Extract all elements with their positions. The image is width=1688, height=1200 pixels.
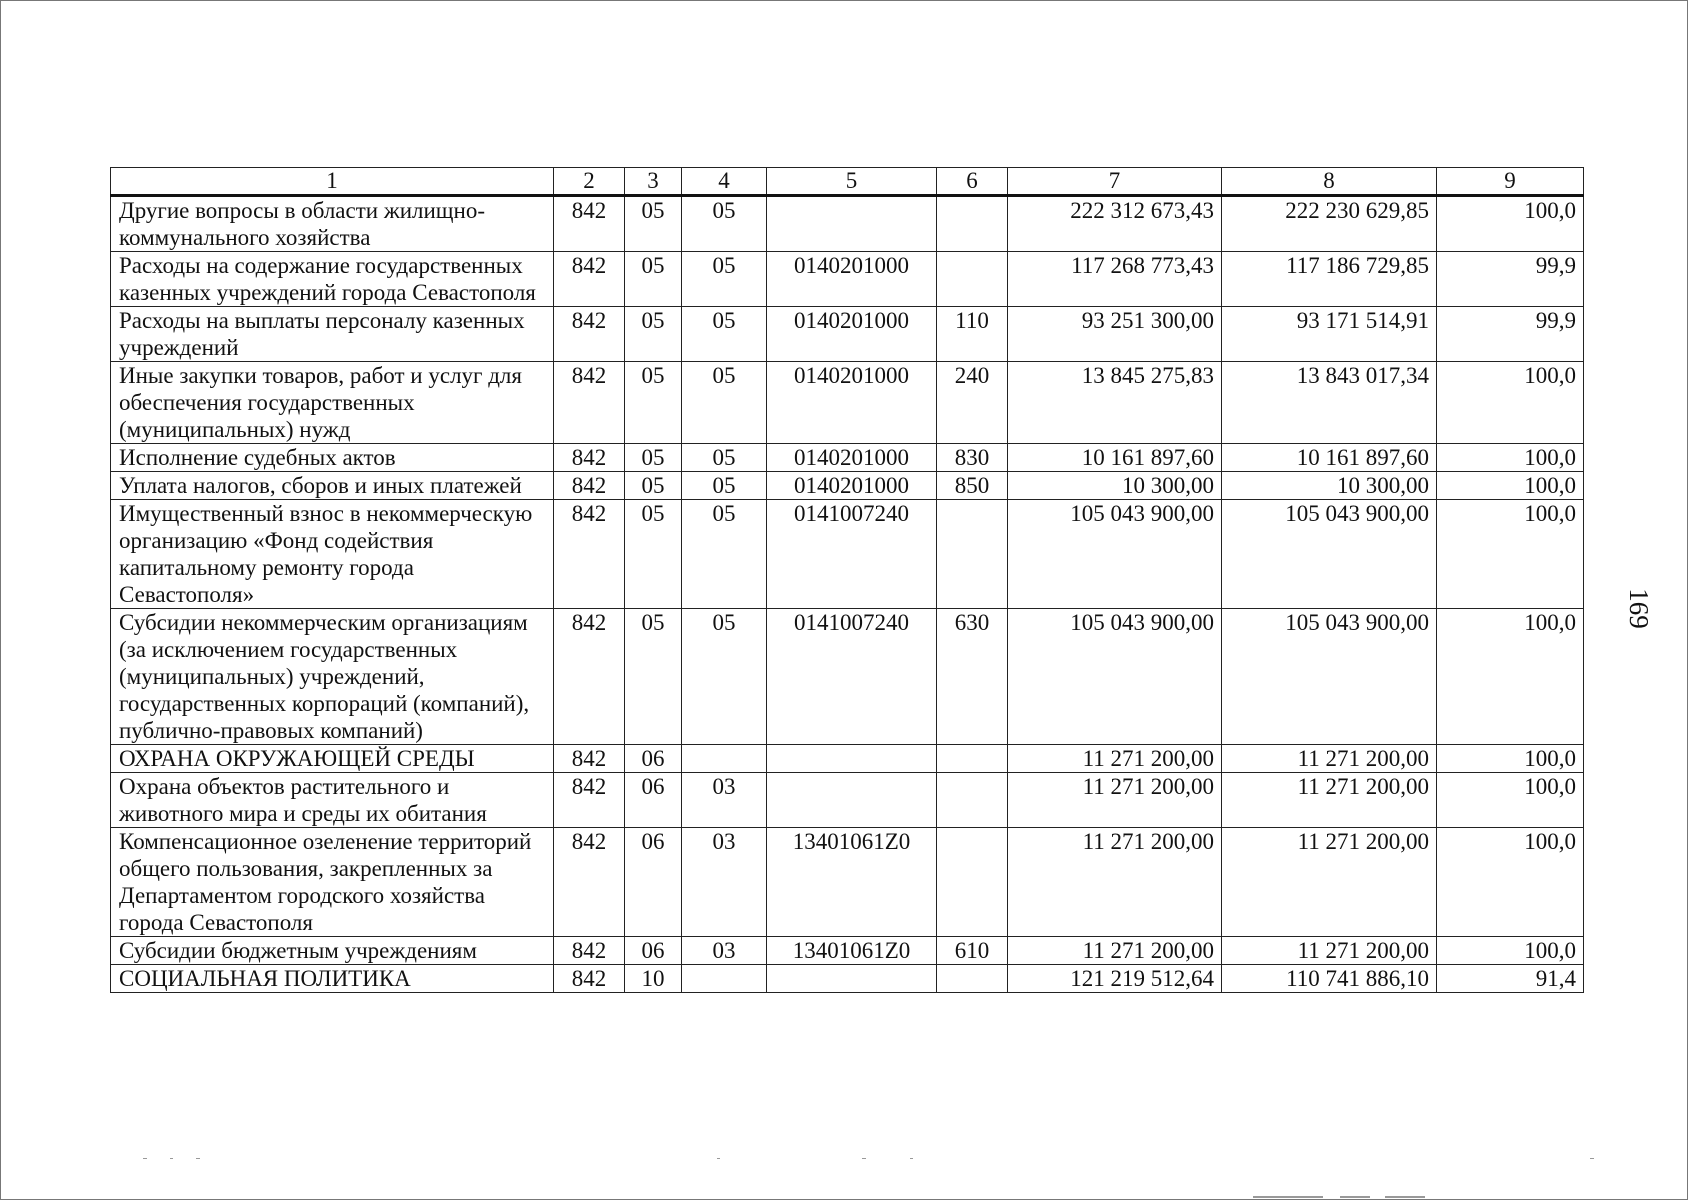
plan-amount-cell: 105 043 900,00	[1008, 500, 1222, 609]
code-subsection-cell	[682, 965, 767, 993]
table-body	[111, 168, 1584, 993]
plan-amount-cell: 11 271 200,00	[1008, 937, 1222, 965]
plan-amount-cell: 11 271 200,00	[1008, 828, 1222, 937]
table-row	[111, 745, 1584, 773]
code-section-cell: 06	[625, 937, 682, 965]
code-target-cell: 0141007240	[767, 500, 937, 609]
code-subsection-cell: 05	[682, 362, 767, 444]
item-name-cell: Иные закупки товаров, работ и услуг для обеспечения государственных (муниципальных) нужд	[111, 362, 554, 444]
budget-execution-table	[110, 167, 1584, 993]
code-gr-cell: 842	[554, 965, 625, 993]
item-name-cell: Компенсационное озеленение территорий общего пользования, закрепленных за Департаментом городского хозяйства города Севастополя	[111, 828, 554, 937]
item-name-cell: Уплата налогов, сборов и иных платежей	[111, 472, 554, 500]
code-section-cell: 05	[625, 196, 682, 252]
table-row	[111, 500, 1584, 609]
execution-percent-cell: 100,0	[1437, 472, 1584, 500]
actual-amount-cell: 105 043 900,00	[1222, 609, 1437, 745]
code-gr-cell: 842	[554, 745, 625, 773]
actual-amount-cell: 117 186 729,85	[1222, 252, 1437, 307]
execution-percent-cell: 100,0	[1437, 773, 1584, 828]
code-expense-type-cell	[937, 196, 1008, 252]
code-expense-type-cell: 630	[937, 609, 1008, 745]
code-subsection-cell: 05	[682, 196, 767, 252]
table-row	[111, 252, 1584, 307]
plan-amount-cell: 121 219 512,64	[1008, 965, 1222, 993]
execution-percent-cell: 100,0	[1437, 937, 1584, 965]
code-expense-type-cell: 240	[937, 362, 1008, 444]
code-subsection-cell: 03	[682, 828, 767, 937]
column-header: 9	[1437, 168, 1584, 196]
code-expense-type-cell: 110	[937, 307, 1008, 362]
execution-percent-cell: 100,0	[1437, 444, 1584, 472]
code-section-cell: 05	[625, 252, 682, 307]
actual-amount-cell: 222 230 629,85	[1222, 196, 1437, 252]
code-gr-cell: 842	[554, 472, 625, 500]
table-row	[111, 444, 1584, 472]
item-name-cell: Расходы на содержание государственных казенных учреждений города Севастополя	[111, 252, 554, 307]
code-gr-cell: 842	[554, 609, 625, 745]
code-target-cell	[767, 965, 937, 993]
actual-amount-cell: 11 271 200,00	[1222, 745, 1437, 773]
code-target-cell: 0140201000	[767, 472, 937, 500]
code-section-cell: 06	[625, 828, 682, 937]
code-gr-cell: 842	[554, 362, 625, 444]
plan-amount-cell: 222 312 673,43	[1008, 196, 1222, 252]
code-expense-type-cell	[937, 745, 1008, 773]
code-expense-type-cell: 850	[937, 472, 1008, 500]
table-row	[111, 773, 1584, 828]
code-target-cell: 0140201000	[767, 444, 937, 472]
code-subsection-cell: 05	[682, 472, 767, 500]
table-row	[111, 828, 1584, 937]
plan-amount-cell: 10 161 897,60	[1008, 444, 1222, 472]
code-subsection-cell: 03	[682, 773, 767, 828]
code-expense-type-cell	[937, 965, 1008, 993]
execution-percent-cell: 99,9	[1437, 307, 1584, 362]
execution-percent-cell: 100,0	[1437, 362, 1584, 444]
plan-amount-cell: 11 271 200,00	[1008, 773, 1222, 828]
code-section-cell: 05	[625, 609, 682, 745]
code-target-cell	[767, 773, 937, 828]
table-row	[111, 965, 1584, 993]
execution-percent-cell: 100,0	[1437, 196, 1584, 252]
item-name-cell: Субсидии бюджетным учреждениям	[111, 937, 554, 965]
code-expense-type-cell	[937, 500, 1008, 609]
column-header: 7	[1008, 168, 1222, 196]
actual-amount-cell: 10 300,00	[1222, 472, 1437, 500]
code-section-cell: 05	[625, 444, 682, 472]
table-row	[111, 307, 1584, 362]
item-name-cell: СОЦИАЛЬНАЯ ПОЛИТИКА	[111, 965, 554, 993]
table-row	[111, 362, 1584, 444]
code-expense-type-cell: 610	[937, 937, 1008, 965]
code-subsection-cell: 03	[682, 937, 767, 965]
code-gr-cell: 842	[554, 500, 625, 609]
table-row	[111, 609, 1584, 745]
execution-percent-cell: 100,0	[1437, 828, 1584, 937]
actual-amount-cell: 105 043 900,00	[1222, 500, 1437, 609]
code-target-cell: 0140201000	[767, 307, 937, 362]
code-section-cell: 06	[625, 745, 682, 773]
item-name-cell: Имущественный взнос в некоммерческую организацию «Фонд содействия капитальному ремонту города Севастополя»	[111, 500, 554, 609]
column-header: 5	[767, 168, 937, 196]
item-name-cell: Исполнение судебных актов	[111, 444, 554, 472]
actual-amount-cell: 110 741 886,10	[1222, 965, 1437, 993]
plan-amount-cell: 93 251 300,00	[1008, 307, 1222, 362]
item-name-cell: Субсидии некоммерческим организациям (за исключением государственных (муниципальных) учреждений, государственных корпораций (компаний), публично-правовых компаний)	[111, 609, 554, 745]
column-header: 4	[682, 168, 767, 196]
page-number: 169	[1623, 588, 1654, 629]
item-name-cell: ОХРАНА ОКРУЖАЮЩЕЙ СРЕДЫ	[111, 745, 554, 773]
code-expense-type-cell: 830	[937, 444, 1008, 472]
code-gr-cell: 842	[554, 252, 625, 307]
execution-percent-cell: 100,0	[1437, 745, 1584, 773]
code-subsection-cell: 05	[682, 444, 767, 472]
code-section-cell: 05	[625, 362, 682, 444]
plan-amount-cell: 105 043 900,00	[1008, 609, 1222, 745]
plan-amount-cell: 117 268 773,43	[1008, 252, 1222, 307]
code-target-cell	[767, 196, 937, 252]
table-row	[111, 937, 1584, 965]
column-header: 6	[937, 168, 1008, 196]
code-target-cell: 13401061Z0	[767, 937, 937, 965]
code-section-cell: 06	[625, 773, 682, 828]
code-gr-cell: 842	[554, 444, 625, 472]
code-gr-cell: 842	[554, 828, 625, 937]
execution-percent-cell: 99,9	[1437, 252, 1584, 307]
code-expense-type-cell	[937, 252, 1008, 307]
execution-percent-cell: 100,0	[1437, 609, 1584, 745]
code-section-cell: 05	[625, 500, 682, 609]
code-target-cell: 0141007240	[767, 609, 937, 745]
actual-amount-cell: 10 161 897,60	[1222, 444, 1437, 472]
actual-amount-cell: 11 271 200,00	[1222, 773, 1437, 828]
code-target-cell: 0140201000	[767, 252, 937, 307]
actual-amount-cell: 11 271 200,00	[1222, 937, 1437, 965]
code-expense-type-cell	[937, 773, 1008, 828]
table-row	[111, 196, 1584, 252]
code-section-cell: 05	[625, 472, 682, 500]
item-name-cell: Другие вопросы в области жилищно-коммунального хозяйства	[111, 196, 554, 252]
plan-amount-cell: 11 271 200,00	[1008, 745, 1222, 773]
code-subsection-cell	[682, 745, 767, 773]
plan-amount-cell: 13 845 275,83	[1008, 362, 1222, 444]
code-gr-cell: 842	[554, 307, 625, 362]
plan-amount-cell: 10 300,00	[1008, 472, 1222, 500]
code-subsection-cell: 05	[682, 500, 767, 609]
code-section-cell: 05	[625, 307, 682, 362]
table-row	[111, 472, 1584, 500]
item-name-cell: Охрана объектов растительного и животного мира и среды их обитания	[111, 773, 554, 828]
column-header: 8	[1222, 168, 1437, 196]
execution-percent-cell: 100,0	[1437, 500, 1584, 609]
code-subsection-cell: 05	[682, 252, 767, 307]
code-gr-cell: 842	[554, 773, 625, 828]
code-subsection-cell: 05	[682, 609, 767, 745]
code-target-cell: 13401061Z0	[767, 828, 937, 937]
actual-amount-cell: 13 843 017,34	[1222, 362, 1437, 444]
actual-amount-cell: 11 271 200,00	[1222, 828, 1437, 937]
column-header: 3	[625, 168, 682, 196]
column-header: 1	[111, 168, 554, 196]
code-section-cell: 10	[625, 965, 682, 993]
code-target-cell: 0140201000	[767, 362, 937, 444]
execution-percent-cell: 91,4	[1437, 965, 1584, 993]
code-subsection-cell: 05	[682, 307, 767, 362]
item-name-cell: Расходы на выплаты персоналу казенных учреждений	[111, 307, 554, 362]
code-gr-cell: 842	[554, 937, 625, 965]
code-target-cell	[767, 745, 937, 773]
column-header: 2	[554, 168, 625, 196]
column-number-row	[111, 168, 1584, 196]
code-expense-type-cell	[937, 828, 1008, 937]
code-gr-cell: 842	[554, 196, 625, 252]
actual-amount-cell: 93 171 514,91	[1222, 307, 1437, 362]
